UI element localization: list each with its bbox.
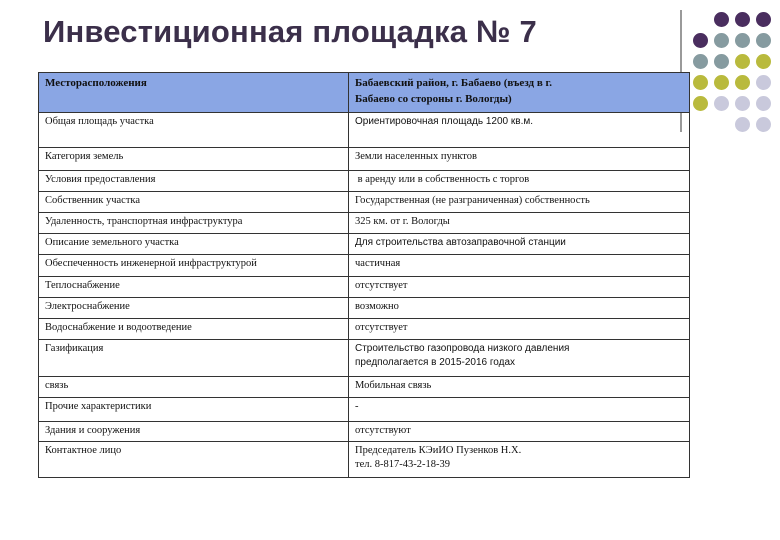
decorative-dot: [735, 117, 750, 132]
decorative-dot: [714, 54, 729, 69]
table-row: [39, 148, 690, 171]
table-row: [39, 213, 690, 234]
row-value: Земли населенных пунктов: [349, 148, 690, 171]
decorative-dot: [735, 54, 750, 69]
row-label: Водоснабжение и водоотведение: [39, 319, 349, 340]
decorative-dot: [714, 12, 729, 27]
row-value: отсутствует: [349, 277, 690, 298]
table-row: [39, 422, 690, 442]
decorative-dot: [693, 33, 708, 48]
row-value: Государственная (не разграниченная) собственность: [349, 192, 690, 213]
decorative-dot: [756, 117, 771, 132]
row-value: Ориентировочная площадь 1200 кв.м.: [349, 113, 690, 148]
site-info-table: [38, 72, 690, 478]
row-value: Для строительства автозаправочной станции: [349, 234, 690, 255]
row-label: Собственник участка: [39, 192, 349, 213]
header-value: Бабаевский район, г. Бабаево (въезд в г. Бабаево со стороны г. Вологды): [349, 73, 690, 113]
row-label: Здания и сооружения: [39, 422, 349, 442]
decorative-dot: [693, 96, 708, 111]
row-value: Мобильная связь: [349, 377, 690, 398]
decorative-dot: [756, 12, 771, 27]
row-label: Условия предоставления: [39, 171, 349, 192]
row-value: 325 км. от г. Вологды: [349, 213, 690, 234]
table-row: [39, 398, 690, 422]
row-value: Строительство газопровода низкого давления предполагается в 2015-2016 годах: [349, 340, 690, 377]
decorative-dot: [693, 54, 708, 69]
table-row: [39, 255, 690, 277]
table-row: [39, 113, 690, 148]
row-value: возможно: [349, 298, 690, 319]
decorative-dot: [693, 75, 708, 90]
row-label: Обеспеченность инженерной инфраструктурой: [39, 255, 349, 277]
table-header-row: [39, 73, 690, 113]
table-row: [39, 340, 690, 377]
row-label: Описание земельного участка: [39, 234, 349, 255]
row-label: связь: [39, 377, 349, 398]
table-row: [39, 277, 690, 298]
table-row: [39, 234, 690, 255]
table-row: [39, 319, 690, 340]
row-label: Газификация: [39, 340, 349, 377]
row-label: Электроснабжение: [39, 298, 349, 319]
row-label: Удаленность, транспортная инфраструктура: [39, 213, 349, 234]
header-label: Месторасположения: [39, 73, 349, 113]
decorative-dot: [714, 75, 729, 90]
decorative-dot: [756, 54, 771, 69]
row-value: Председатель КЭиИО Пузенков Н.Х. тел. 8-817-43-2-18-39: [349, 442, 690, 478]
row-value: частичная: [349, 255, 690, 277]
row-value: в аренду или в собственность с торгов: [349, 171, 690, 192]
table-row: [39, 442, 690, 478]
row-value: отсутствует: [349, 319, 690, 340]
decorative-dot: [756, 75, 771, 90]
decorative-dot: [714, 33, 729, 48]
decorative-dot: [756, 33, 771, 48]
row-label: Теплоснабжение: [39, 277, 349, 298]
table-row: [39, 298, 690, 319]
decorative-dot: [735, 75, 750, 90]
table-row: [39, 192, 690, 213]
page-title: Инвестиционная площадка № 7: [43, 14, 537, 49]
decorative-dot: [735, 96, 750, 111]
row-label: Категория земель: [39, 148, 349, 171]
decorative-dot: [735, 12, 750, 27]
row-label: Контактное лицо: [39, 442, 349, 478]
decorative-dot: [756, 96, 771, 111]
decorative-dot-grid: [690, 10, 780, 130]
decorative-dot: [714, 96, 729, 111]
table-row: [39, 377, 690, 398]
table-row: [39, 171, 690, 192]
row-value: -: [349, 398, 690, 422]
row-label: Прочие характеристики: [39, 398, 349, 422]
decorative-dot: [735, 33, 750, 48]
row-label: Общая площадь участка: [39, 113, 349, 148]
row-value: отсутствуют: [349, 422, 690, 442]
